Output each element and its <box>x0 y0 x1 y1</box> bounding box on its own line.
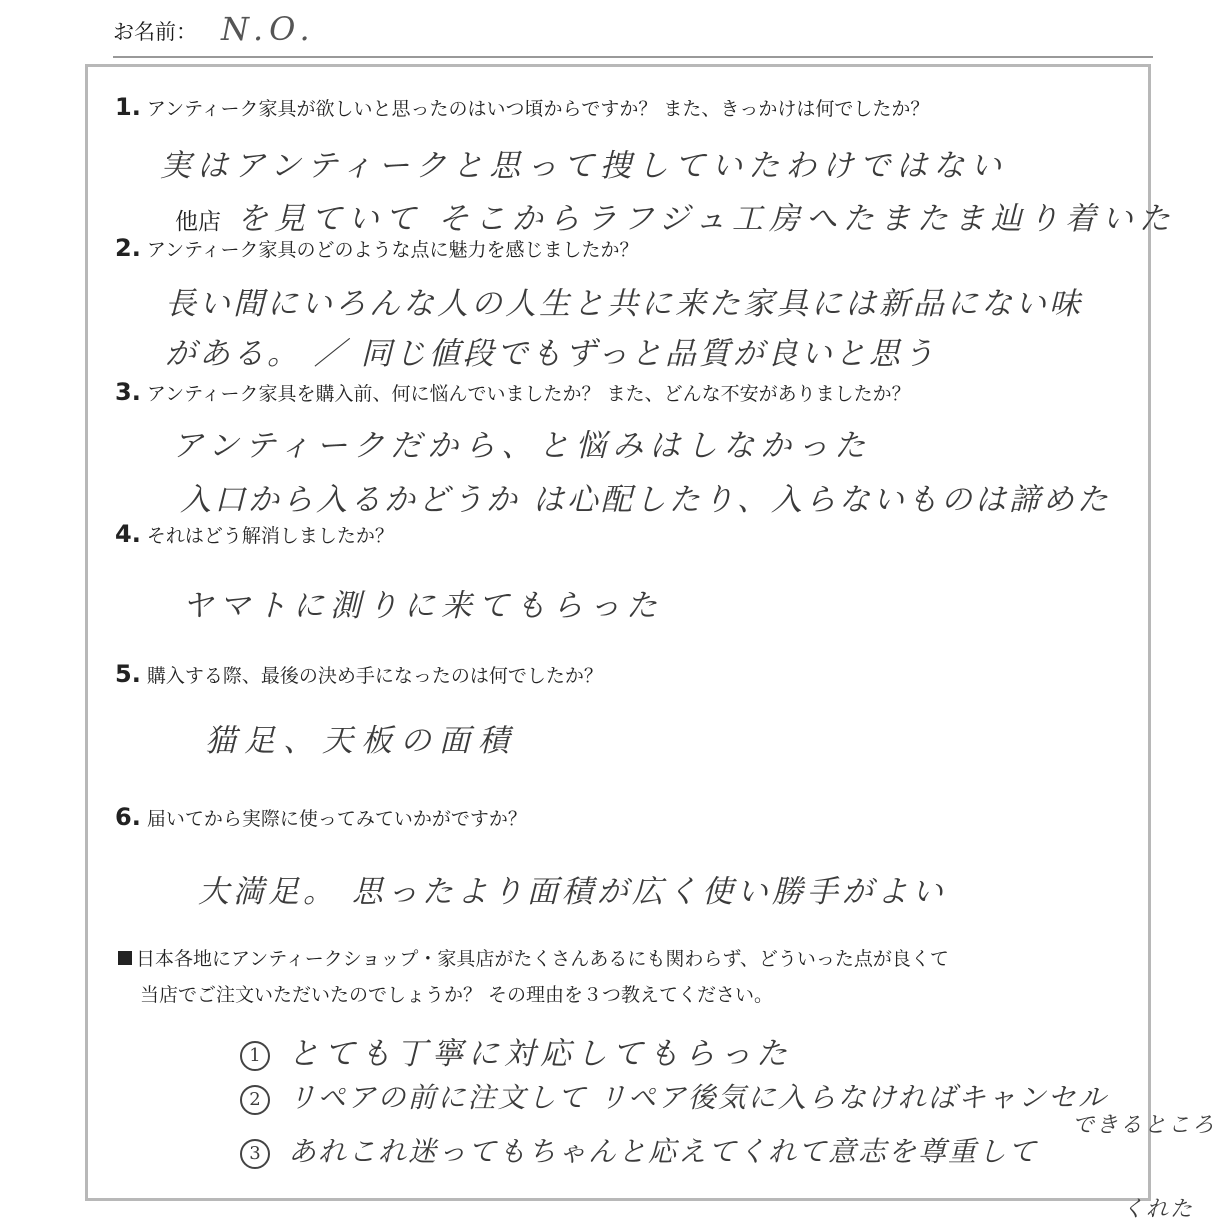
answer-4: ヤマトに測りに来てもらった <box>182 588 663 624</box>
question-text: 届いてから実際に使ってみていかがですか？ <box>146 808 527 830</box>
question-3 <box>115 378 911 406</box>
question-text: アンティーク家具を購入前、何に悩んでいましたか？ また、どんな不安がありましたか？ <box>146 383 911 405</box>
answer-3-line-2: 入口から入るかどうか は心配したり、入らないものは諦めた <box>180 482 1111 518</box>
name-value: N.O. <box>221 10 316 48</box>
question-2 <box>115 234 639 262</box>
reason-3-text: あれこれ迷ってもちゃんと応えてくれて意志を尊重して <box>288 1135 1039 1168</box>
answer-3-line-1: アンティークだから、と悩みはしなかった <box>172 428 872 464</box>
question-number: 6. <box>115 803 141 831</box>
question-number: 4. <box>115 520 141 548</box>
reason-1 <box>240 1028 792 1073</box>
final-question-line-1 <box>118 944 949 971</box>
name-label: お名前： <box>113 20 197 44</box>
answer-5: 猫足、天板の面積 <box>205 723 517 759</box>
question-text: 購入する際、最後の決め手になったのは何でしたか？ <box>146 665 603 687</box>
name-underline <box>113 56 1153 58</box>
answer-2-line-2: がある。 ／ 同じ値段でもずっと品質が良いと思う <box>165 336 937 372</box>
question-number: 5. <box>115 660 141 688</box>
circled-number-2: 2 <box>240 1085 270 1115</box>
reason-2-continuation: できるところ <box>1072 1113 1217 1138</box>
question-5 <box>115 660 603 688</box>
question-text: アンティーク家具が欲しいと思ったのはいつ頃からですか？ また、きっかけは何でしたか？ <box>146 98 930 120</box>
question-6 <box>115 803 527 831</box>
final-question-line-2: 当店でご注文いただいたのでしょうか？ その理由を３つ教えてください。 <box>140 984 774 1006</box>
answer-2-line-1: 長い間にいろんな人の人生と共に来た家具には新品にない味 <box>165 286 1083 322</box>
reason-3 <box>240 1130 1038 1170</box>
answer-1-line-2-text: を見ていて そこからラフジュ工房へたまたま辿り着いた <box>236 201 1176 237</box>
circled-number-3: 3 <box>240 1139 270 1169</box>
question-number: 3. <box>115 378 141 406</box>
question-4 <box>115 520 394 548</box>
answer-1-line-2 <box>175 193 1176 238</box>
answer-1-prefix: 他店 <box>175 209 221 235</box>
question-text: アンティーク家具のどのような点に魅力を感じましたか？ <box>146 239 639 261</box>
reason-2 <box>240 1076 1108 1116</box>
question-number: 2. <box>115 234 141 262</box>
name-row <box>113 10 1153 50</box>
reason-2-text: リペアの前に注文して リペア後気に入らなければキャンセル <box>288 1081 1108 1114</box>
square-bullet-icon <box>118 951 132 965</box>
reason-1-text: とても丁寧に対応してもらった <box>288 1036 792 1072</box>
question-1 <box>115 93 929 121</box>
answer-6: 大満足。 思ったより面積が広く使い勝手がよい <box>198 874 947 910</box>
question-text: それはどう解消しましたか？ <box>146 525 394 547</box>
answer-1-line-1: 実はアンティークと思って捜していたわけではない <box>160 148 1008 184</box>
circled-number-1: 1 <box>240 1041 270 1071</box>
reason-3-continuation: くれた <box>1122 1197 1195 1222</box>
question-number: 1. <box>115 93 141 121</box>
final-question-text-1: 日本各地にアンティークショップ・家具店がたくさんあるにも関わらず、どういった点が良くて <box>136 948 949 970</box>
